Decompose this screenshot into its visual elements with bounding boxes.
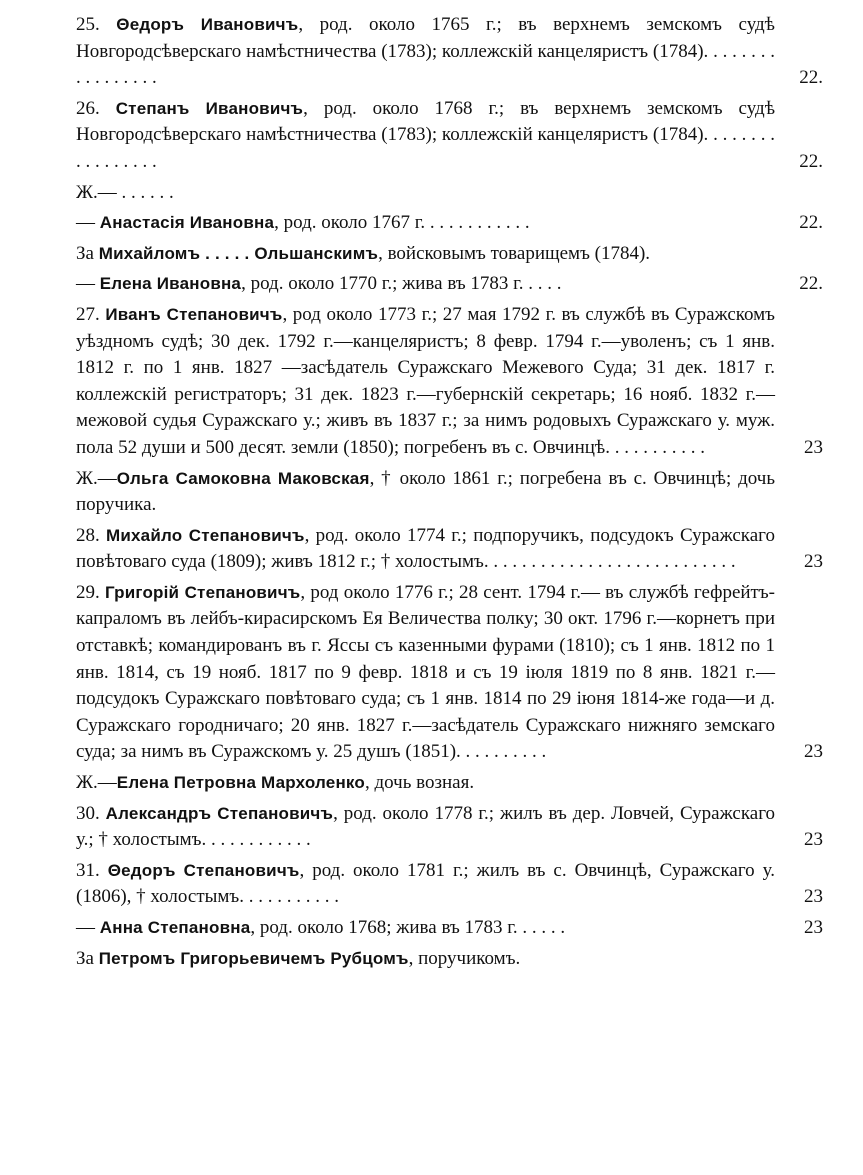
person-name: Θедоръ Степановичъ [107,860,300,880]
page-reference: 22. [799,67,823,89]
entry-text: , род. около 1768; жива въ 1783 г. . . . . . [250,917,566,938]
person-name: Михайло Степановичъ [106,525,305,545]
entry-prefix: Ж.— [76,772,117,794]
entry-husband-olshansky [76,241,823,268]
entry-25 [76,12,823,92]
entry-text: , род. около 1774 г.; подпоручикъ, подсудокъ Суражскаго повѣтоваго суда (1809); живъ 1812 г.; † холостымъ. . . . . . . . . . . . . . . . . . . . . . . . . . . [76,524,776,573]
person-name: Ольга Самоковна Маковская [116,468,370,488]
entry-text: , род. около 1781 г.; жилъ въ с. Овчинцѣ, Суражскаго у. (1806), † холостымъ. . . . . . . . . . . [76,859,775,908]
entry-wife-olga [76,466,823,519]
entry-text: , род около 1776 г.; 28 сент. 1794 г.— въ службѣ гефрейтъ-капраломъ въ лейбъ-кирасирскомъ Ея Величества полку; 30 окт. 1796 г.—корнетъ при отставкѣ; командированъ въ г. Яссы съ казенными фурами (1810); съ 1 янв. 1812 по 1 янв. 1814, съ 19 нояб. 1817 по 9 февр. 1818 и съ 19 іюля 1819 по 8 янв. 1821 г.—подсудокъ Суражскаго повѣтоваго суда; съ 1 янв. 1814 по 29 іюня 1814-же года—и д. Суражскаго городничаго; 20 янв. 1827 г.—засѣдатель Суражскаго нижняго земскаго суда; за нимъ въ Суражскомъ у. 25 душъ (1851). . . . . . . . . . [76,581,776,763]
page-reference: 23 [804,886,823,908]
entry-30 [76,801,823,854]
page-reference: 22. [799,273,823,295]
person-name: Θедоръ Ивановичъ [116,15,299,34]
entry-anna [76,915,823,942]
page-reference: 22. [799,212,823,234]
entry-prefix: — [76,917,100,938]
entry-number: 27. [76,303,106,325]
entry-text: , род. около 1765 г.; въ верхнемъ земскомъ судѣ Новгородсѣверскаго намѣстничества (1783); коллежскій канцеляристъ (1784). . . . . . . . . . . . . . . . . [76,14,775,89]
entry-number: 28. [76,524,107,546]
entry-text: , поручикомъ. [408,947,521,969]
entry-prefix: Ж.— . . . . . . [76,181,174,203]
entry-number: 31. [76,859,108,881]
person-name: Елена Ивановна [99,274,242,294]
entry-27 [76,302,823,462]
entry-number: 30. [76,802,106,824]
person-name: Петромъ Григорьевичемъ Рубцомъ [98,948,409,968]
page-reference: 23 [804,917,823,938]
entry-text: , род. около 1768 г.; въ верхнемъ земскомъ судѣ Новгородсѣверскаго намѣстничества (1783); коллежскій канцеляристъ (1784). . . . . . . . . . . . . . . . . [76,97,776,172]
entry-28 [76,523,823,576]
entry-text: , род. около 1770 г.; жива въ 1783 г. . . . . [241,273,562,295]
entry-prefix: Ж.— [76,467,117,489]
entry-text: , † около 1861 г.; погребена въ с. Овчинцѣ; дочь поручика. [76,467,775,516]
entry-text: , дочь возная. [364,772,475,794]
person-name: Григорій Степановичъ [104,582,301,602]
page-reference: 23 [804,551,823,573]
entry-26 [76,96,823,176]
person-name: Михайломъ . . . . . Ольшанскимъ [98,243,379,263]
person-name: Александръ Степановичъ [105,803,334,823]
entry-number: 29. [76,581,105,603]
entry-wife-elena [76,770,823,797]
entry-text: , род. около 1767 г. . . . . . . . . . . . [274,212,530,234]
entry-number: 26. [76,97,116,119]
entry-wife-blank [76,180,823,207]
person-name: Анастасія Ивановна [99,213,275,233]
person-name: Анна Степановна [99,918,251,937]
entry-prefix: — [76,273,100,295]
page-reference: 23 [804,741,823,763]
page-reference: 22. [799,150,823,172]
page-reference: 23 [804,436,823,458]
entry-prefix: — [76,212,100,234]
page-reference: 23 [804,829,823,851]
entry-text: , войсковымъ товарищемъ (1784). [378,242,651,264]
person-name: Елена Петровна Мархоленко [116,773,365,793]
entry-31 [76,858,823,911]
entry-elena-ivanovna [76,271,823,298]
entry-text: , род около 1773 г.; 27 мая 1792 г. въ службѣ въ Суражскомъ уѣздномъ судѣ; 30 дек. 1792 г.—канцеляристъ; 8 февр. 1794 г.—уволенъ; съ 1 янв. 1812 г. по 1 янв. 1827 —засѣдатель Суражскаго Межевого Суда; 31 дек. 1817 г. коллежскій регистраторъ; 31 дек. 1823 г.—губернскій секретарь; 16 нояб. 1832 г.—межовой судья Суражскаго у.; живъ въ 1837 г.; за нимъ родовыхъ Суражскаго у. муж. пола 52 души и 500 десят. земли (1850); погребенъ въ с. Овчинцѣ. . . . . . . . . . . [76,303,776,458]
entry-prefix: За [76,947,99,969]
entry-29 [76,580,823,766]
entry-number: 25. [76,14,117,35]
entry-text: , род. около 1778 г.; жилъ въ дер. Ловчей, Суражскаго у.; † холостымъ. . . . . . . . . . . . [76,802,776,851]
entry-prefix: За [76,242,99,264]
entry-anastasia [76,210,823,237]
entry-husband-rubets [76,946,823,973]
person-name: Иванъ Степановичъ [105,304,283,324]
person-name: Степанъ Ивановичъ [115,98,304,118]
